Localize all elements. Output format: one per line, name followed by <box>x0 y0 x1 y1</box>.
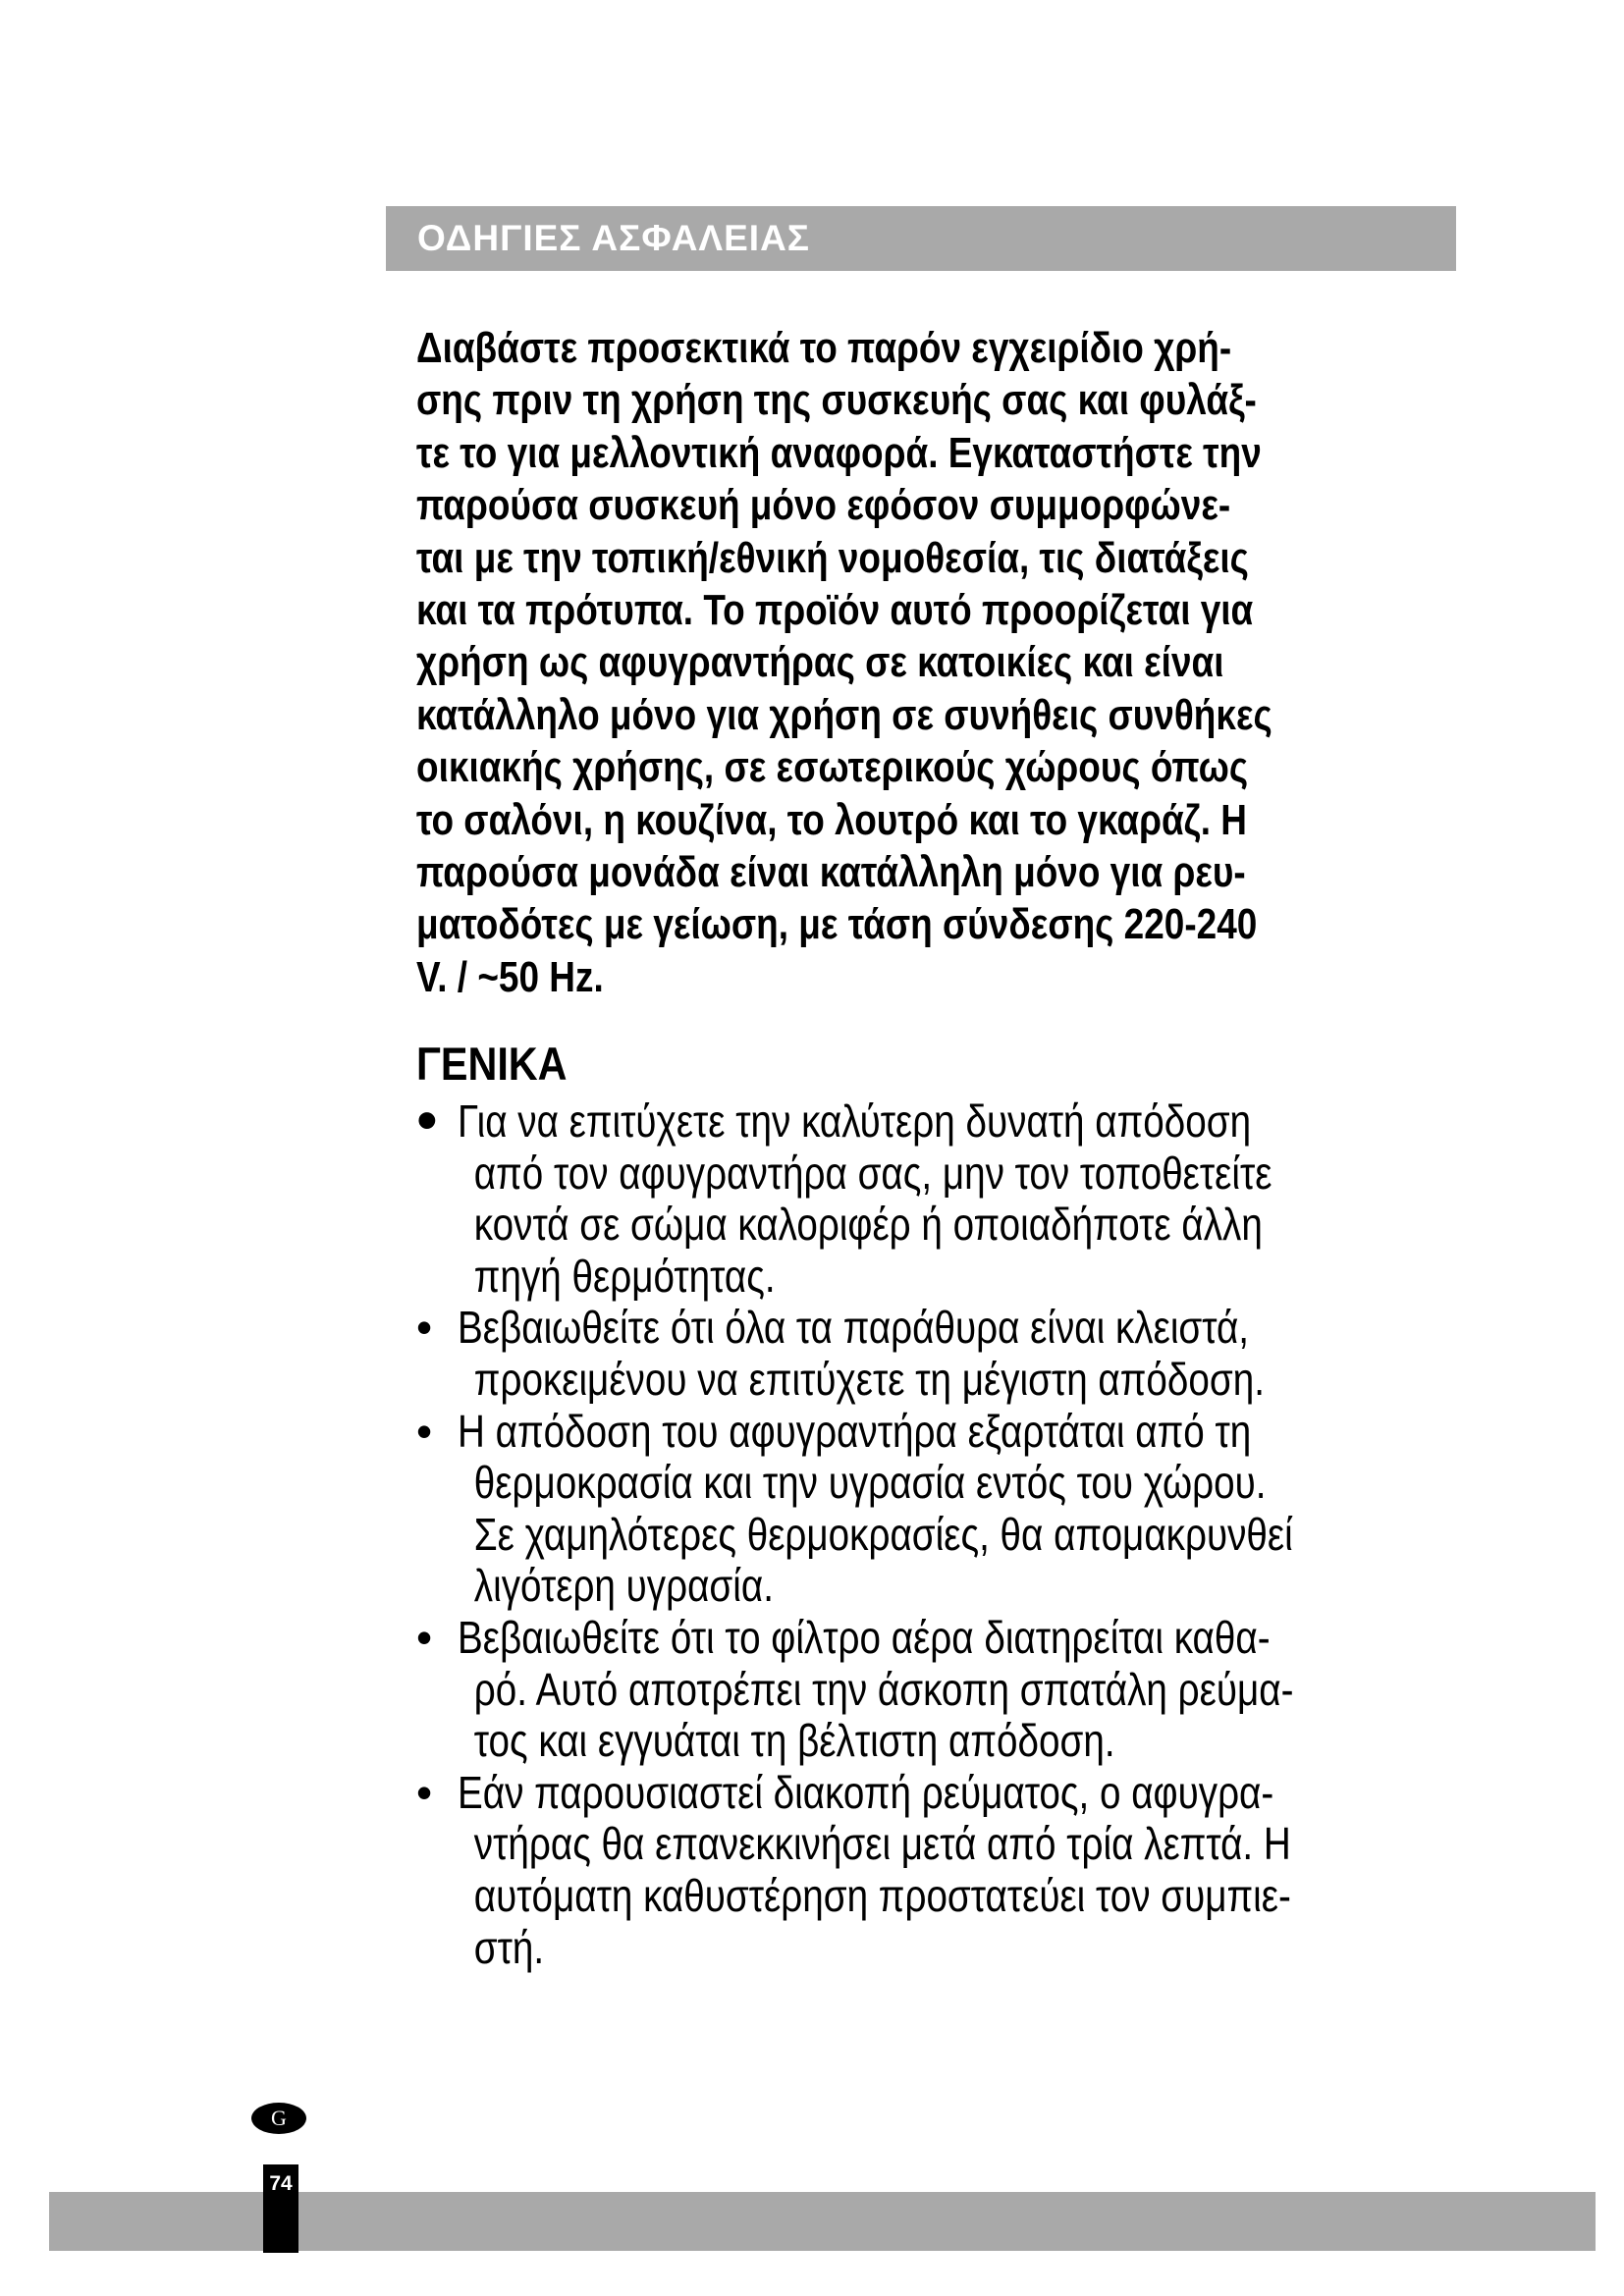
intro-line: Διαβάστε προσεκτικά το παρόν εγχειρίδιο χρή- <box>416 324 1232 372</box>
list-item <box>416 1302 1412 1405</box>
bullet-line: θερμοκρασία και την υγρασία εντός του χώρου. <box>473 1457 1267 1509</box>
bullet-icon: • <box>416 1766 433 1818</box>
bullet-icon: • <box>416 1087 438 1154</box>
bullet-line: προκειμένου να επιτύχετε τη μέγιστη απόδοση. <box>473 1353 1266 1405</box>
bullet-line: αυτόματη καθυστέρηση προστατεύει τον συμπιε- <box>473 1869 1291 1921</box>
general-bullet-list <box>416 1087 1412 1973</box>
bullet-line: Η απόδοση του αφυγραντήρα εξαρτάται από τη <box>458 1405 1252 1457</box>
list-item <box>416 1087 1412 1302</box>
section-title: ΟΔΗΓΙΕΣ ΑΣΦΑΛΕΙΑΣ <box>417 218 810 258</box>
bullet-line: Βεβαιωθείτε ότι όλα τα παράθυρα είναι κλειστά, <box>458 1302 1250 1354</box>
bullet-line: Βεβαιωθείτε ότι το φίλτρο αέρα διατηρείται καθα- <box>458 1611 1271 1663</box>
bullet-line: ρό. Αυτό αποτρέπει την άσκοπη σπατάλη ρεύμα- <box>473 1663 1294 1715</box>
bullet-line: λιγότερη υγρασία. <box>473 1560 774 1612</box>
bullet-icon: • <box>416 1611 433 1663</box>
bullet-line: Για να επιτύχετε την καλύτερη δυνατή απόδοση <box>458 1095 1252 1147</box>
general-heading: ΓΕΝΙΚΑ <box>416 1038 568 1090</box>
bullet-icon: • <box>416 1302 433 1354</box>
intro-line: παρούσα συσκευή μόνο εφόσον συμμορφώνε- <box>416 481 1231 530</box>
bullet-line: στή. <box>473 1921 545 1973</box>
list-item <box>416 1767 1412 1973</box>
intro-paragraph <box>416 322 1290 1003</box>
intro-line: παρούσα μονάδα είναι κατάλληλη μόνο για ρευ- <box>416 847 1246 896</box>
intro-line: σης πριν τη χρήση της συσκευής σας και φυλάξ- <box>416 376 1257 425</box>
bullet-line: Εάν παρουσιαστεί διακοπή ρεύματος, ο αφυγρα- <box>458 1766 1274 1818</box>
intro-line: ται με την τοπική/εθνική νομοθεσία, τις διατάξεις <box>416 533 1249 582</box>
intro-line: χρήση ως αφυγραντήρας σε κατοικίες και είναι <box>416 638 1224 687</box>
bullet-line: τος και εγγυάται τη βέλτιστη απόδοση. <box>473 1715 1115 1767</box>
bullet-line: κοντά σε σώμα καλοριφέρ ή οποιαδήποτε άλλη <box>473 1199 1263 1251</box>
intro-line: V. / ~50 Hz. <box>416 952 604 1001</box>
bullet-icon: • <box>416 1405 433 1457</box>
intro-line: και τα πρότυπα. Το προϊόν αυτό προορίζεται για <box>416 585 1254 634</box>
page-number: 74 <box>269 2172 293 2195</box>
bullet-line: από τον αφυγραντήρα σας, μην τον τοποθετείτε <box>473 1147 1272 1199</box>
intro-line: κατάλληλο μόνο για χρήση σε συνήθεις συνθήκες <box>416 690 1272 739</box>
intro-line: τε το για μελλοντική αναφορά. Εγκαταστήστε την <box>416 428 1262 477</box>
language-badge: G <box>251 2103 306 2134</box>
page-number-tab <box>263 2164 298 2253</box>
list-item <box>416 1406 1412 1612</box>
section-header <box>386 206 1456 271</box>
list-item <box>416 1612 1412 1767</box>
bullet-line: ντήρας θα επανεκκινήσει μετά από τρία λεπτά. Η <box>473 1818 1291 1870</box>
intro-line: ματοδότες με γείωση, με τάση σύνδεσης 220-240 <box>416 900 1258 949</box>
bullet-line: Σε χαμηλότερες θερμοκρασίες, θα απομακρυνθεί <box>473 1508 1293 1560</box>
intro-line: το σαλόνι, η κουζίνα, το λουτρό και το γκαράζ. Η <box>416 795 1247 844</box>
intro-line: οικιακής χρήσης, σε εσωτερικούς χώρους όπως <box>416 743 1249 792</box>
bullet-line: πηγή θερμότητας. <box>473 1250 776 1302</box>
